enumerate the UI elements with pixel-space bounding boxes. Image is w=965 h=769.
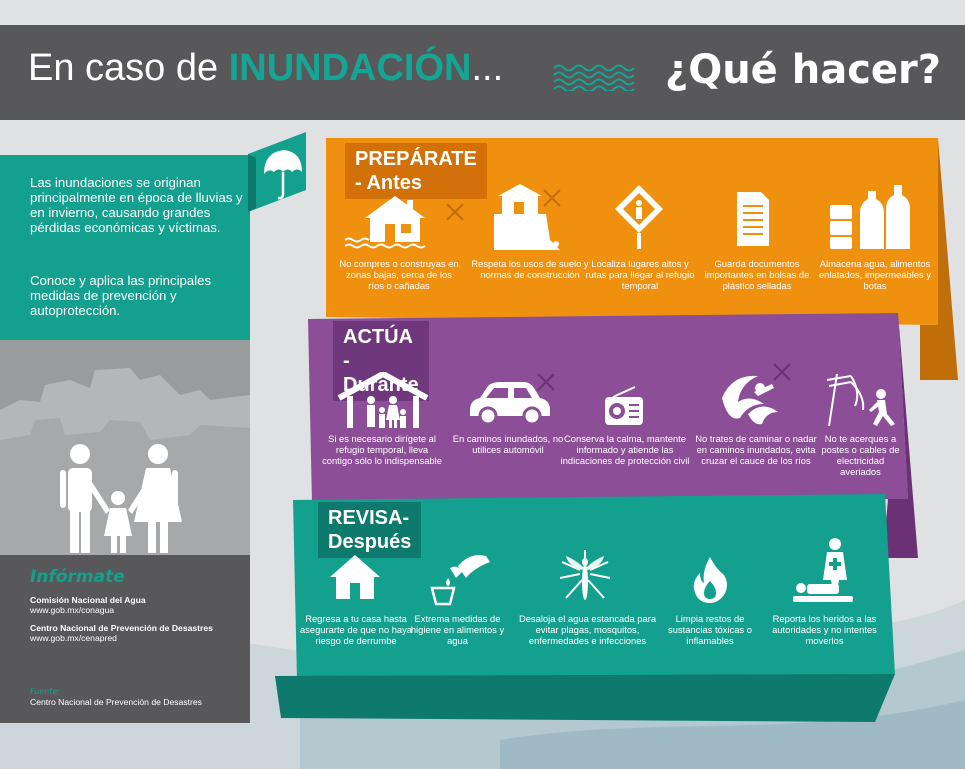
family-icon (50, 440, 190, 555)
first-aid-icon (793, 536, 859, 606)
supplies-icon (828, 183, 918, 251)
during-title: ACTÚA - Durante (333, 321, 429, 401)
house-flood-icon (345, 190, 465, 252)
document-icon (735, 190, 771, 248)
flame-icon (690, 555, 730, 605)
after-item-1: Regresa a tu casa hasta asegurarte de que no haya riesgo de derrumbe (299, 613, 413, 646)
after-item-3: Desaloja el agua estancada para evitar plagas, mosquitos, enfermedades e infecciones (518, 613, 657, 646)
source-value: Centro Nacional de Prevención de Desastres (30, 697, 202, 707)
after-item-2: Extrema medidas de higiene en alimentos y agua (410, 613, 505, 646)
during-item-2: En caminos inundados, no utilices automóvil (452, 433, 564, 455)
before-item-3: Localiza lugares altos y rutas para llegar al refugio temporal (585, 258, 695, 291)
house-collapse-icon (490, 180, 570, 252)
hygiene-drop-icon (428, 548, 492, 606)
umbrella-icon (248, 132, 308, 214)
waves-icon (552, 63, 642, 91)
org2-name: Centro Nacional de Prevención de Desastres (30, 623, 213, 633)
org2-url[interactable]: www.gob.mx/cenapred (30, 633, 117, 643)
info-heading: Infórmate (30, 567, 125, 587)
page-title: En caso de INUNDACIÓN... (28, 47, 504, 89)
family-shelter-icon (337, 372, 429, 430)
during-item-1: Si es necesario dirígete al refugio temporal, lleva contigo sólo lo indispensable (322, 433, 442, 466)
before-item-1: No compres o construyas en zonas bajas, cerca de los ríos o cañadas (339, 258, 459, 291)
org1-url[interactable]: www.gob.mx/conagua (30, 605, 115, 615)
shelter-sign-icon (613, 183, 665, 251)
before-item-2: Respeta los usos de suelo y normas de construcción (471, 258, 589, 280)
during-item-3: Conserva la calma, mantente informado y atiende las indicaciones de protección civil (560, 433, 690, 466)
radio-icon (603, 385, 645, 427)
during-item-5: No te acerques a postes o cables de electricidad averiados (821, 433, 900, 477)
mosquito-icon (558, 548, 612, 606)
intro-text-2: Conoce y aplica las principales medidas de prevención y autoprotección. (30, 273, 212, 318)
swimmer-icon (718, 362, 794, 430)
intro-text-1: Las inundaciones se originan principalmente en época de lluvias y en invierno, causando grandes pérdidas económicas y víctimas. (30, 175, 243, 235)
before-item-4: Guarda documentos importantes en bolsas de plástico selladas (704, 258, 810, 291)
home-icon (328, 553, 382, 601)
header-bar (0, 25, 965, 120)
intro-panel (0, 155, 250, 340)
after-title: REVISA- Después (318, 502, 421, 558)
info-panel (0, 555, 250, 723)
question-title: ¿Qué hacer? (665, 47, 941, 93)
after-item-5: Reporta los heridos a las autoridades y no intentes moverlos (772, 613, 877, 646)
during-item-4: No trates de caminar o nadar en caminos inundados, evita cruzar el cauce de los ríos (695, 433, 817, 466)
before-item-5: Almacena agua, alimentos enlatados, impermeables y botas (818, 258, 932, 291)
car-icon (466, 372, 560, 430)
org1-name: Comisión Nacional del Agua (30, 595, 146, 605)
family-illustration (0, 340, 250, 555)
power-line-icon (825, 366, 901, 428)
after-item-4: Limpia restos de sustancias tóxicas o inflamables (668, 613, 752, 646)
before-title: PREPÁRATE - Antes (345, 143, 487, 199)
source-label: Fuente: (30, 687, 61, 696)
